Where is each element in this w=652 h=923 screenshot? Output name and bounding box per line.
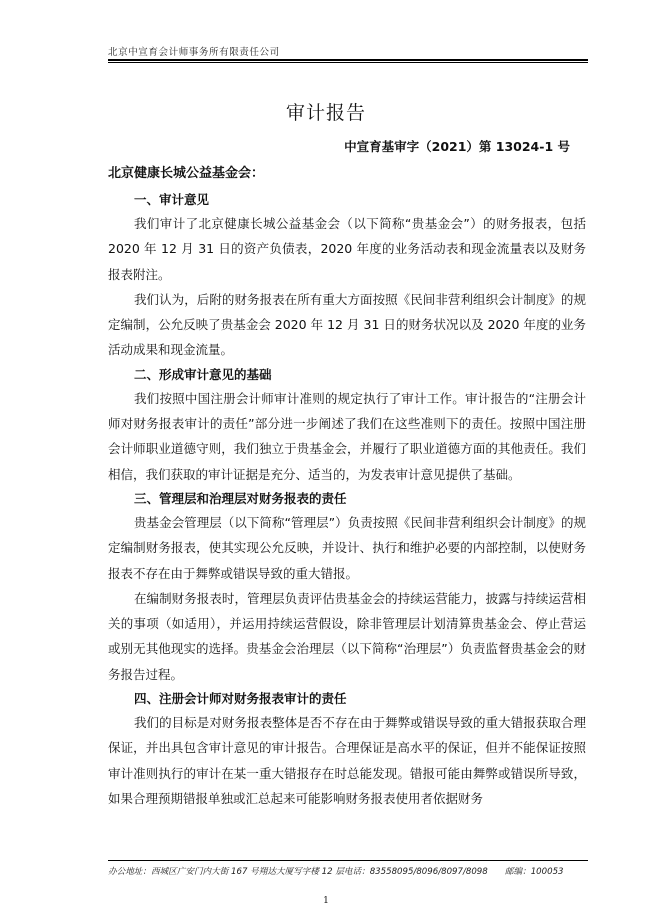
report-title: 审计报告	[285, 102, 366, 124]
page-number: 1	[323, 896, 329, 906]
report-body	[108, 188, 586, 811]
paragraph-going-concern: 在编制财务报表时，管理层负责评估贵基金会的持续运营能力，披露与持续运营相关的事项（如适用），并运用持续运营假设，除非管理层计划清算贵基金会、停止营运或别无其他现实的选择。贵基金会治理层（以下简称“治理层”）负责监督贵基金会的财务报告过程。	[108, 590, 586, 682]
header-rule-thin	[108, 62, 588, 63]
section-heading-auditor-responsibility: 四、注册会计师对财务报表审计的责任	[134, 691, 347, 707]
footer-address: 办公地址：西城区广安门内大街 167 号翔达大厦写字楼 12 层电话：83558095/8096/8097/8098 邮编：100053	[108, 867, 564, 877]
paragraph-audit-scope: 我们审计了北京健康长城公益基金会（以下简称“贵基金会”）的财务报表，包括 2020 年 12 月 31 日的资产负债表，2020 年度的业务活动表和现金流量表以及财务报表附注。	[108, 216, 586, 282]
firm-name-header: 北京中宣育会计师事务所有限责任公司	[108, 47, 280, 58]
document-number: 中宣育基审字（2021）第 13024-1 号	[344, 139, 570, 154]
paragraph-auditor-responsibility: 我们的目标是对财务报表整体是否不存在由于舞弊或错误导致的重大错报获取合理保证，并出具包含审计意见的审计报告。合理保证是高水平的保证，但并不能保证按照审计准则执行的审计在某一重大错报存在时总能发现。错报可能由舞弊或错误所导致，如果合理预期错报单独或汇总起来可能影响财务报表使用者依据财务	[108, 715, 586, 806]
section-heading-management-responsibility: 三、管理层和治理层对财务报表的责任	[134, 490, 347, 506]
footer-rule	[108, 860, 588, 861]
header-rule-thick	[108, 59, 588, 61]
paragraph-management-responsibility: 贵基金会管理层（以下简称“管理层”）负责按照《民间非营利组织会计制度》的规定编制财务报表，使其实现公允反映，并设计、执行和维护必要的内部控制，以使财务报表不存在由于舞弊或错误导致的重大错报。	[108, 514, 586, 581]
section-heading-audit-opinion: 一、审计意见	[134, 192, 210, 207]
paragraph-audit-opinion: 我们认为，后附的财务报表在所有重大方面按照《民间非营利组织会计制度》的规定编制，公允反映了贵基金会 2020 年 12 月 31 日的财务状况以及 2020 年度的业务活动成果和现金流量。	[108, 291, 586, 358]
paragraph-basis-for-opinion: 我们按照中国注册会计师审计准则的规定执行了审计工作。审计报告的“注册会计师对财务报表审计的责任”部分进一步阐述了我们在这些准则下的责任。按照中国注册会计师职业道德守则，我们独立于贵基金会，并履行了职业道德方面的其他责任。我们相信，我们获取的审计证据是充分、适当的，为发表审计意见提供了基础。	[108, 390, 586, 482]
addressee: 北京健康长城公益基金会：	[108, 166, 265, 181]
section-heading-basis-for-opinion: 二、形成审计意见的基础	[134, 366, 272, 382]
